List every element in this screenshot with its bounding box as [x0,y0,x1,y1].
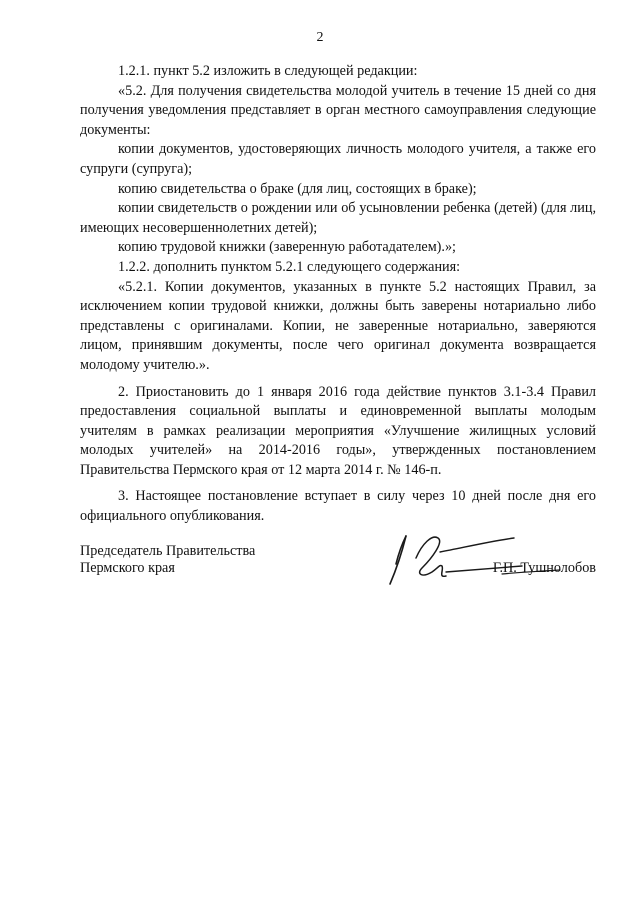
signatory-position-line: Председатель Правительства [80,543,256,559]
document-body [80,62,596,527]
paragraph: копии свидетельств о рождении или об усыновлении ребенка (детей) (для лиц, имеющих несовершеннолетних детей); [80,200,596,236]
paragraph: 3. Настоящее постановление вступает в силу через 10 дней после дня его официального опубликования. [80,488,596,525]
signature-block [80,540,596,590]
paragraph: «5.2.1. Копии документов, указанных в пункте 5.2 настоящих Правил, за исключением копии трудовой книжки, должны быть заверены нотариально либо представлены с оригиналами. Копии, не заверенные нотариально, заверяются лицом, принявшим документы, после чего оригинал документа возвращается молодому учителю.». [80,278,596,373]
signatory-name: Г.П. Тушнолобов [492,560,596,576]
signatory-position [80,543,255,577]
signatory-position-line: Пермского края [80,560,175,576]
paragraph: копию трудовой книжки (заверенную работадателем).»; [118,239,456,256]
paragraph: копию свидетельства о браке (для лиц, состоящих в браке); [118,180,477,197]
paragraph: копии документов, удостоверяющих личность молодого учителя, а также его супруги (супруга); [80,141,596,177]
paragraph: 1.2.1. пункт 5.2 изложить в следующей редакции: [118,63,418,79]
paragraph: 2. Приостановить до 1 января 2016 года действие пунктов 3.1-3.4 Правил предоставления социальной выплаты и единовременной выплаты молодым учителям в рамках реализации мероприятия «Улучшение жилищных условий молодых учителей» на 2014-2016 годы», утвержденных постановлением Правительства Пермского края от 12 марта 2014 г. № 146-п. [80,383,596,478]
page-number: 2 [316,30,324,45]
handwritten-signature [382,522,562,590]
paragraph: «5.2. Для получения свидетельства молодой учитель в течение 15 дней со дня получения уведомления представляет в орган местного самоуправления следующие документы: [80,82,596,138]
paragraph: 1.2.2. дополнить пунктом 5.2.1 следующего содержания: [118,258,461,275]
